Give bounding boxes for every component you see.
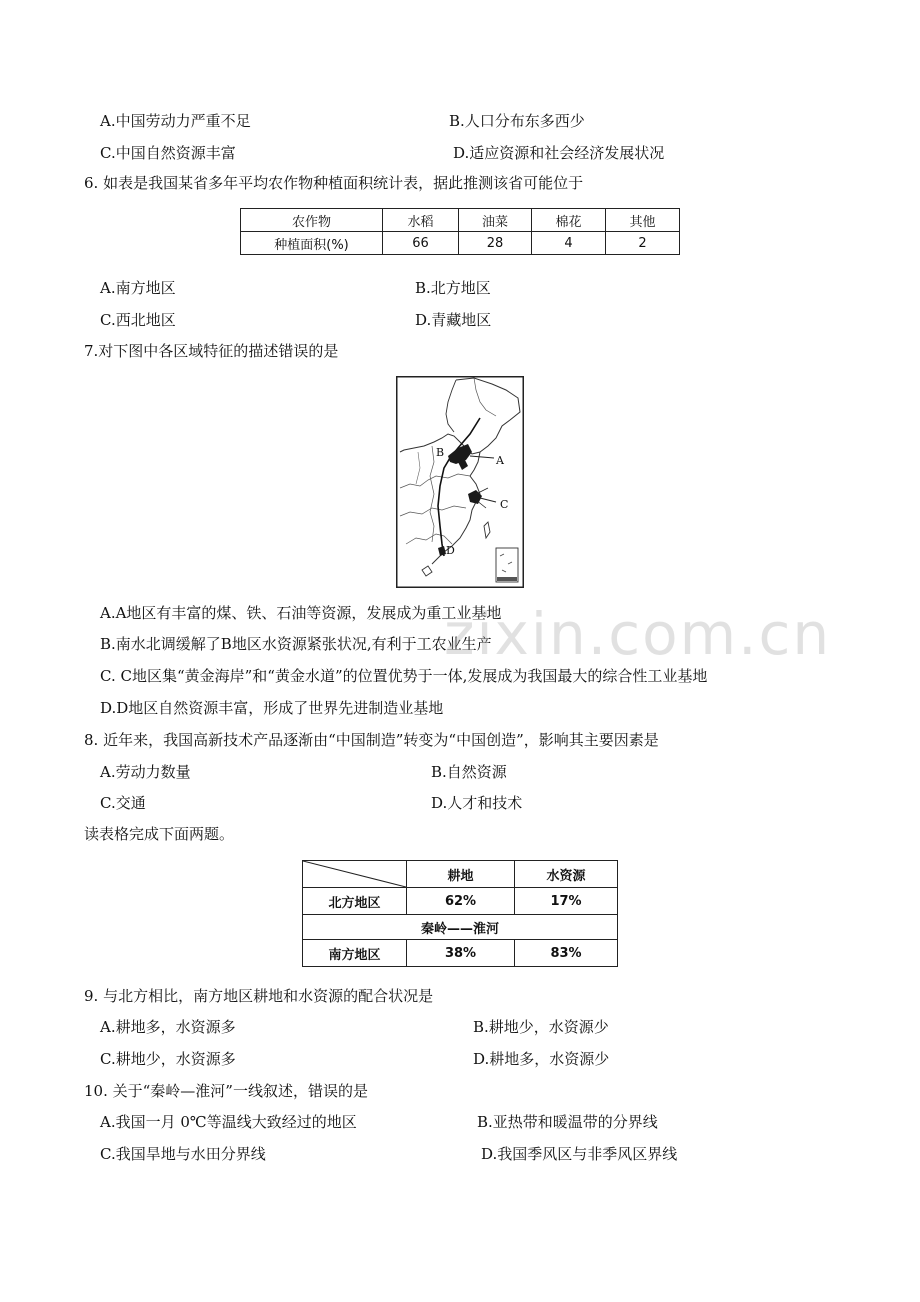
q9-option-b: B.耕地少，水资源少 [473,1018,609,1036]
table-divider-cell: 秦岭——淮河 [303,915,618,940]
table-cell: 2 [606,232,680,255]
reading-intro: 读表格完成下面两题。 [84,825,235,843]
table-header-cell: 水稻 [383,209,459,232]
q9-option-d: D.耕地多，水资源少 [473,1050,610,1068]
south-china-sea-inset [496,548,518,582]
table-header-row [303,861,618,888]
q6-option-c: C.西北地区 [100,311,176,329]
q10-option-d: D.我国季风区与非季风区界线 [481,1145,678,1163]
china-east-map [396,376,524,588]
table-row [303,888,618,915]
table-header-cell: 棉花 [532,209,606,232]
q7-stem: 7.对下图中各区域特征的描述错误的是 [84,342,339,360]
q7-option-a: A.A地区有丰富的煤、铁、石油等资源，发展成为重工业基地 [100,604,502,622]
q8-option-b: B.自然资源 [431,763,507,781]
map-label-b: B [436,446,445,459]
q5-option-d: D.适应资源和社会经济发展状况 [453,144,665,162]
q5-option-c: C.中国自然资源丰富 [100,144,236,162]
q6-option-a: A.南方地区 [100,279,176,297]
table-header-row [241,209,680,232]
table-header-cell: 油菜 [459,209,532,232]
q10-option-c: C.我国旱地与水田分界线 [100,1145,266,1163]
table-header-cell: 耕地 [407,861,515,888]
table-cell: 南方地区 [303,940,407,967]
q9-stem: 9. 与北方相比，南方地区耕地和水资源的配合状况是 [84,987,434,1005]
map-label-c: C [500,498,509,511]
q8-stem: 8. 近年来，我国高新技术产品逐渐由“中国制造”转变为“中国创造”，影响其主要因素是 [84,731,659,749]
q9-option-a: A.耕地多，水资源多 [100,1018,236,1036]
q7-option-c: C. C地区集“黄金海岸”和“黄金水道”的位置优势于一体,发展成为我国最大的综合性工业基地 [100,667,708,685]
table-cell: 38% [407,940,515,967]
table-cell: 17% [515,888,618,915]
q7-option-d: D.D地区自然资源丰富，形成了世界先进制造业基地 [100,699,444,717]
q6-crop-table [240,208,680,255]
q6-option-d: D.青藏地区 [415,311,492,329]
q5-option-b: B.人口分布东多西少 [449,112,585,130]
watermark: zixin.com.cn [444,600,832,668]
q8-option-a: A.劳动力数量 [100,763,191,781]
table-cell: 62% [407,888,515,915]
q6-option-b: B.北方地区 [415,279,491,297]
table-cell: 种植面积(%) [241,232,383,255]
table-cell: 28 [459,232,532,255]
q8-option-c: C.交通 [100,794,146,812]
land-water-table [302,860,618,967]
table-header-cell: 其他 [606,209,680,232]
q6-stem: 6. 如表是我国某省多年平均农作物种植面积统计表，据此推测该省可能位于 [84,174,584,192]
table-cell: 4 [532,232,606,255]
diagonal-header-cell [303,861,407,888]
table-header-cell: 农作物 [241,209,383,232]
table-row [303,940,618,967]
q10-stem: 10. 关于“秦岭—淮河”一线叙述，错误的是 [84,1082,368,1100]
table-row [241,232,680,255]
q10-option-a: A.我国一月 0℃等温线大致经过的地区 [100,1113,357,1131]
table-row [303,915,618,940]
q9-option-c: C.耕地少，水资源多 [100,1050,236,1068]
table-cell: 北方地区 [303,888,407,915]
map-label-d: D [446,544,455,557]
q7-option-b: B.南水北调缓解了B地区水资源紧张状况,有利于工农业生产 [100,635,492,653]
table-header-cell: 水资源 [515,861,618,888]
table-cell: 66 [383,232,459,255]
map-label-a: A [496,454,504,467]
table-cell: 83% [515,940,618,967]
q10-option-b: B.亚热带和暖温带的分界线 [477,1113,658,1131]
q8-option-d: D.人才和技术 [431,794,523,812]
q5-option-a: A.中国劳动力严重不足 [100,112,251,130]
